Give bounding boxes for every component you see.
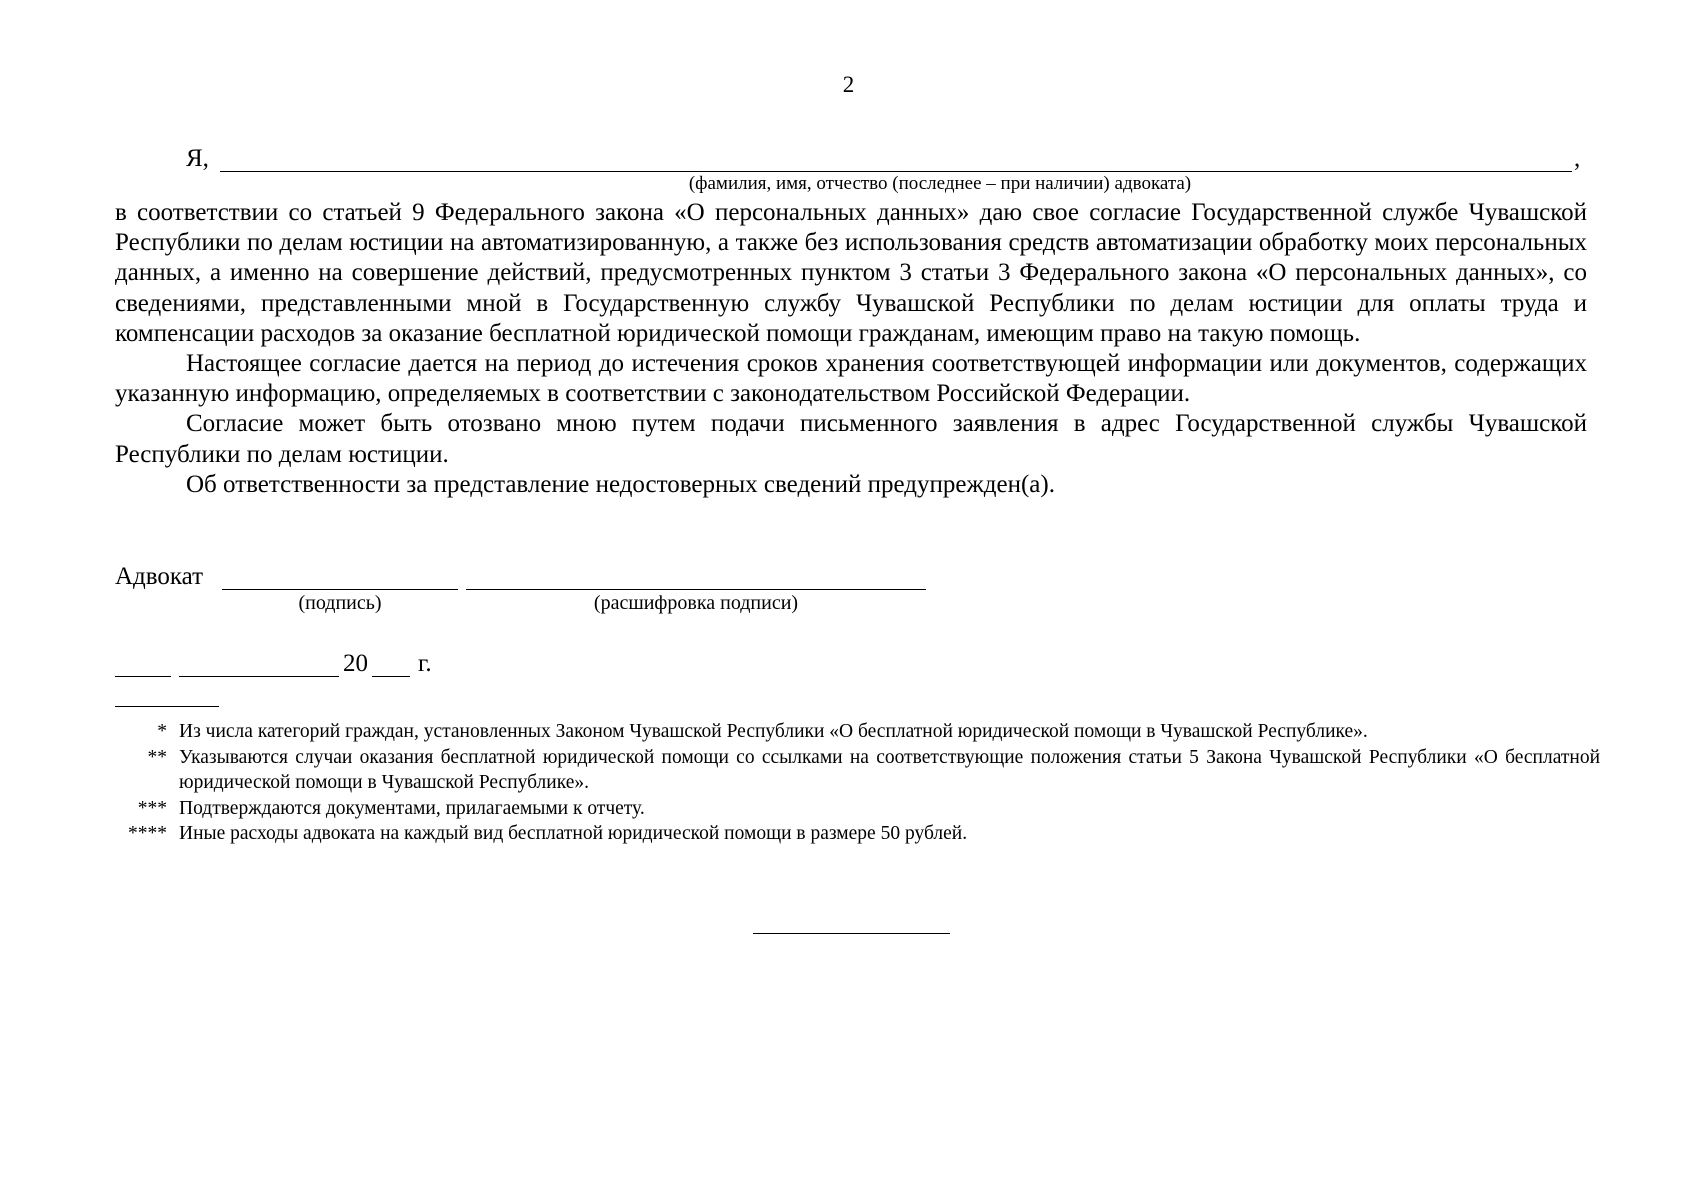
consent-paragraph-1: в соответствии со статьей 9 Федерального закона «О персональных данных» даю свое согласие Государственной службе Чувашской Республики по делам юстиции на автоматизированную, а также без использования средств автоматизации обработку моих персональных данных, а именно на совершение действий, предусмотренных пунктом 3 статьи 3 Федерального закона «О персональных данных», со сведениями, представленными мной в Государственную службу Чувашской Республики по делам юстиции для оплаты труда и компенсации расходов за оказание бесплатной юридической помощи гражданам, имеющим право на такую помощь. <box>115 199 1587 347</box>
fio-caption: (фамилия, имя, отчество (последнее – при наличии) адвоката) <box>688 173 1192 194</box>
footnote-item <box>115 796 1600 822</box>
footnote-item <box>115 719 1600 745</box>
date-year-blank[interactable] <box>372 676 410 677</box>
document-end-rule <box>753 933 950 934</box>
footnotes <box>115 719 1600 847</box>
date-row <box>115 650 515 680</box>
consent-paragraph-4: Об ответственности за представление недостоверных сведений предупрежден(а). <box>186 470 1055 498</box>
consent-body <box>115 198 1587 500</box>
footnote-mark: *** <box>137 797 167 819</box>
date-month-blank[interactable] <box>179 676 339 677</box>
footnote-item <box>115 745 1600 796</box>
footnote-mark: ** <box>147 746 167 768</box>
date-year-suffix: г. <box>418 650 432 677</box>
footnote-text: Подтверждаются документами, прилагаемыми к отчету. <box>179 797 645 819</box>
signature-decode-blank-line[interactable] <box>466 589 926 590</box>
footnote-item <box>115 821 1600 847</box>
signature-caption: (подпись) <box>298 592 382 614</box>
footnote-mark: **** <box>128 823 167 844</box>
fio-blank-line[interactable] <box>220 171 1572 172</box>
date-year-prefix: 20 <box>343 650 368 677</box>
consent-paragraph-2: Настоящее согласие дается на период до истечения сроков хранения соответствующей информации или документов, содержащих указанную информацию, определяемых в соответствии с законодательством Российской Федерации. <box>115 350 1587 408</box>
signature-decode-caption: (расшифровка подписи) <box>593 592 799 614</box>
consent-lead: Я, <box>186 145 209 172</box>
consent-paragraph-3: Согласие может быть отозвано мною путем подачи письменного заявления в адрес Государственной службы Чувашской Республики по делам юстиции. <box>115 410 1587 468</box>
footnote-separator <box>115 706 219 707</box>
consent-comma: , <box>1574 145 1581 172</box>
date-day-blank[interactable] <box>115 676 171 677</box>
footnote-mark: * <box>157 721 167 742</box>
footnote-text: Иные расходы адвоката на каждый вид бесплатной юридической помощи в размере 50 рублей. <box>179 823 968 844</box>
footnote-text: Из числа категорий граждан, установленных Законом Чувашской Республики «О бесплатной юридической помощи в Чувашской Республике». <box>179 721 1368 742</box>
advocate-label: Адвокат <box>115 563 204 590</box>
page-number: 2 <box>842 72 855 97</box>
footnote-text: Указываются случаи оказания бесплатной юридической помощи со ссылками на соответствующие положения статьи 5 Закона Чувашской Республики «О бесплатной юридической помощи в Чувашской Республике». <box>179 746 1600 793</box>
signature-blank-line[interactable] <box>222 589 458 590</box>
